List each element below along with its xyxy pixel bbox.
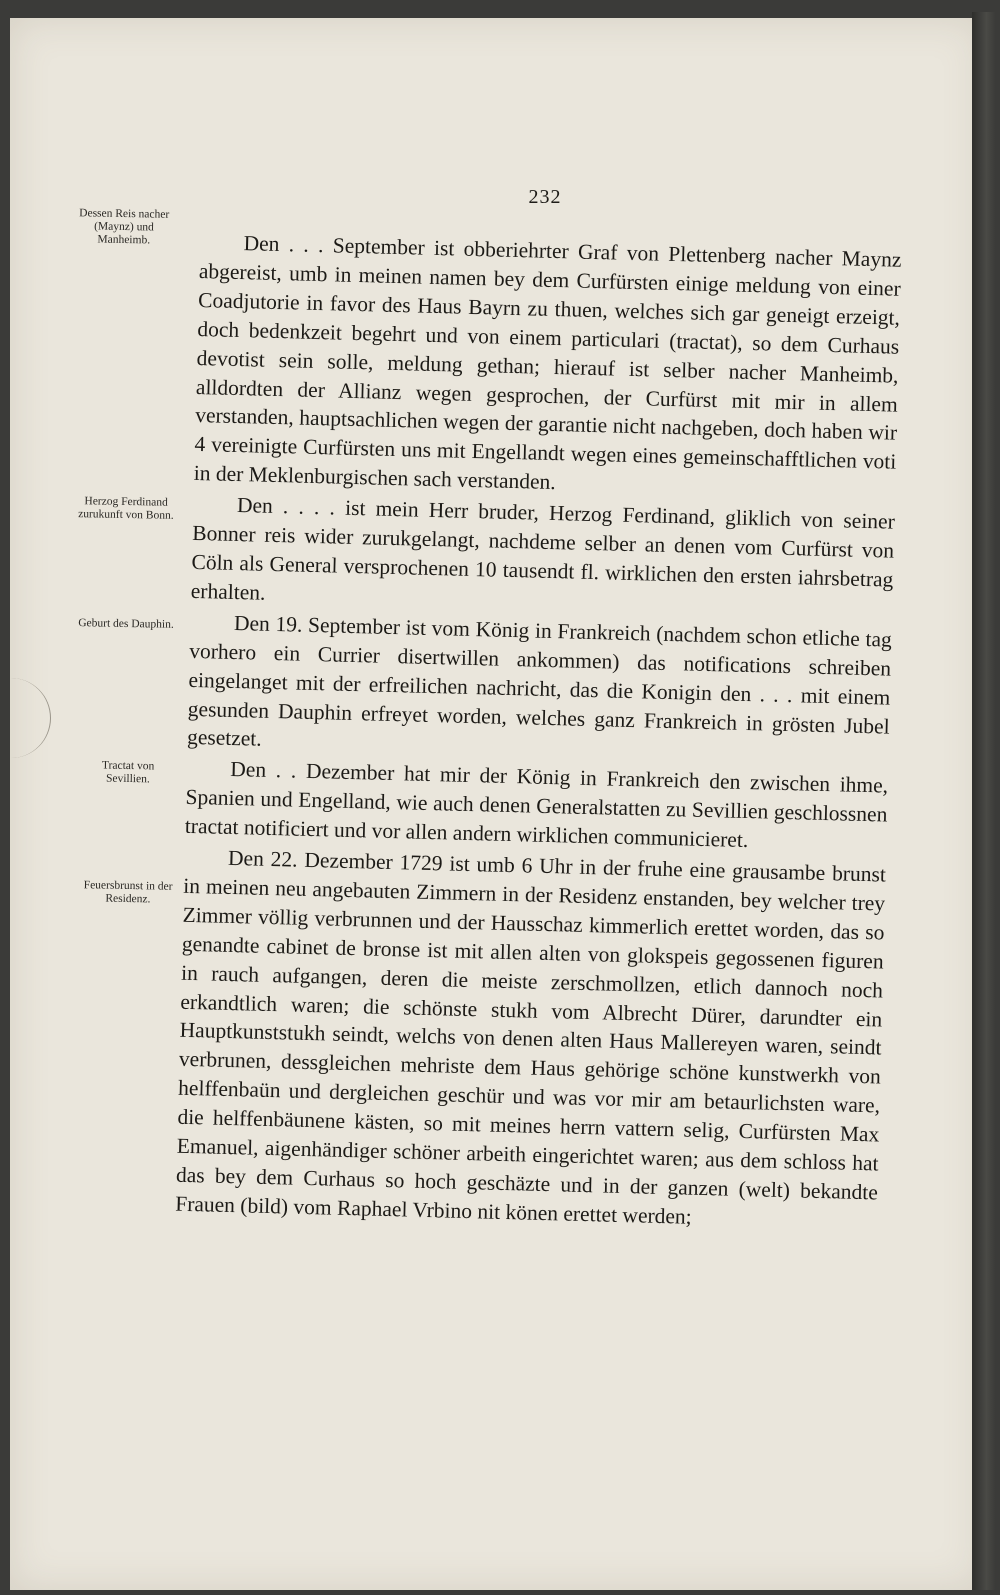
margin-note-sevillien: Tractat von Sevillien.	[101, 759, 155, 786]
paragraph-dauphin: Den 19. September ist vom König in Frankreich (nachdem schon etliche tag vorhero ein Currier disertwillen ankommen) das notifications schreiben eingelanget mit der erfreilichen nachricht, das die Konigin den . . . mit einem gesunden Dauphin erfreyet worden, welches ganz Frankreich in grösten Jubel gesetzet.	[186, 610, 893, 752]
paragraph-ferdinand: Den . . . . ist mein Herr bruder, Herzog Ferdinand, gliklich von seiner Bonner reis wider zurukgelangt, nachdeme selber an denen vom Curfürst von Cöln als General versprochenen 10 tausendt fl. wirklichen den ersten iahrsbetrag erhalten.	[190, 493, 896, 605]
page-fold-shadow	[972, 12, 996, 1590]
page-edge-curve	[10, 678, 51, 758]
paragraph-tractat: Den . . Dezember hat mir der König in Frankreich den zwischen ihme, Spanien und Engelland, wie auch denen Generalstatten zu Sevillien geschlossnen tractat notificiert und vor allen andern wirklichen communicieret.	[184, 757, 889, 853]
paragraph-feuersbrunst: Den 22. Dezember 1729 ist umb 6 Uhr in der fruhe eine grausambe brunst in meinen neu angebauten Zimmern in der Residenz enstanden, bey welcher trey Zimmer völlig verbrunnen und der Hausschaz kimmerlich erettet worden, das so genandte cabinet de bronse ist mit allen alten von glokspeis gegossenen figuren in rauch aufgangen, deren die meiste zerschmollzen, etlich dannoch noch erkandtlich waren; die schönste stukh vom Albrecht Dürer, darundter ein Hauptkunststukh seindt, welchs von denen alten Haus Mallereyen waren, seindt verbrunen, dessgleichen mehriste dem Haus gehörige schöne kunstwerkh von helffenbaün und dergleichen geschür und was vor mir am betaurlichsten ware, die helffenbäunene kästen, so mit meines herrn vattern selig, Curfürsten Max Emanuel, aigenhändiger schöner arbeith eingerichtet waren; aus dem schloss hat das bey dem Curhaus so hoch geschäzte und in der ganzen (welt) bekandte Frauen (bild) vom Raphael Vrbino nit könen erettet werden;	[175, 845, 887, 1229]
margin-note-reis: Dessen Reis nacher (Maynz) und Manheimb.	[79, 207, 170, 247]
main-text	[175, 228, 902, 1236]
page-number: 232	[528, 186, 562, 208]
paragraph-plettenberg: Den . . . September ist obberiehrter Graf von Plettenberg nacher Maynz abgereist, umb in meinen namen bey dem Curfürsten einige meldung von einer Coadjutorie in favor des Haus Bayrn zu thuen, welches sich gar geneigt erzeigt, doch bedenkzeit begehrt und von einem particulari (tractat), so dem Curhaus devotist sein solle, meldung gethan; hierauf ist selber nacher Manheimb, alldordten der Allianz wegen gesprochen, der Curfürst mit mir in allem verstanden, hauptsachlichen wegen der garantie nicht nachgeben, doch haben wir 4 vereinigte Curfürsten uns mit Engellandt wegen eines gemeinschafftlichen voti in der Meklenburgischen sach verstanden.	[193, 231, 902, 495]
margin-note-feuersbrunst: Feuersbrunst in der Residenz.	[83, 879, 173, 906]
book-page	[10, 18, 982, 1590]
margin-note-dauphin: Geburt des Dauphin.	[78, 617, 174, 631]
margin-note-ferdinand: Herzog Ferdinand zurukunft von Bonn.	[78, 495, 174, 522]
